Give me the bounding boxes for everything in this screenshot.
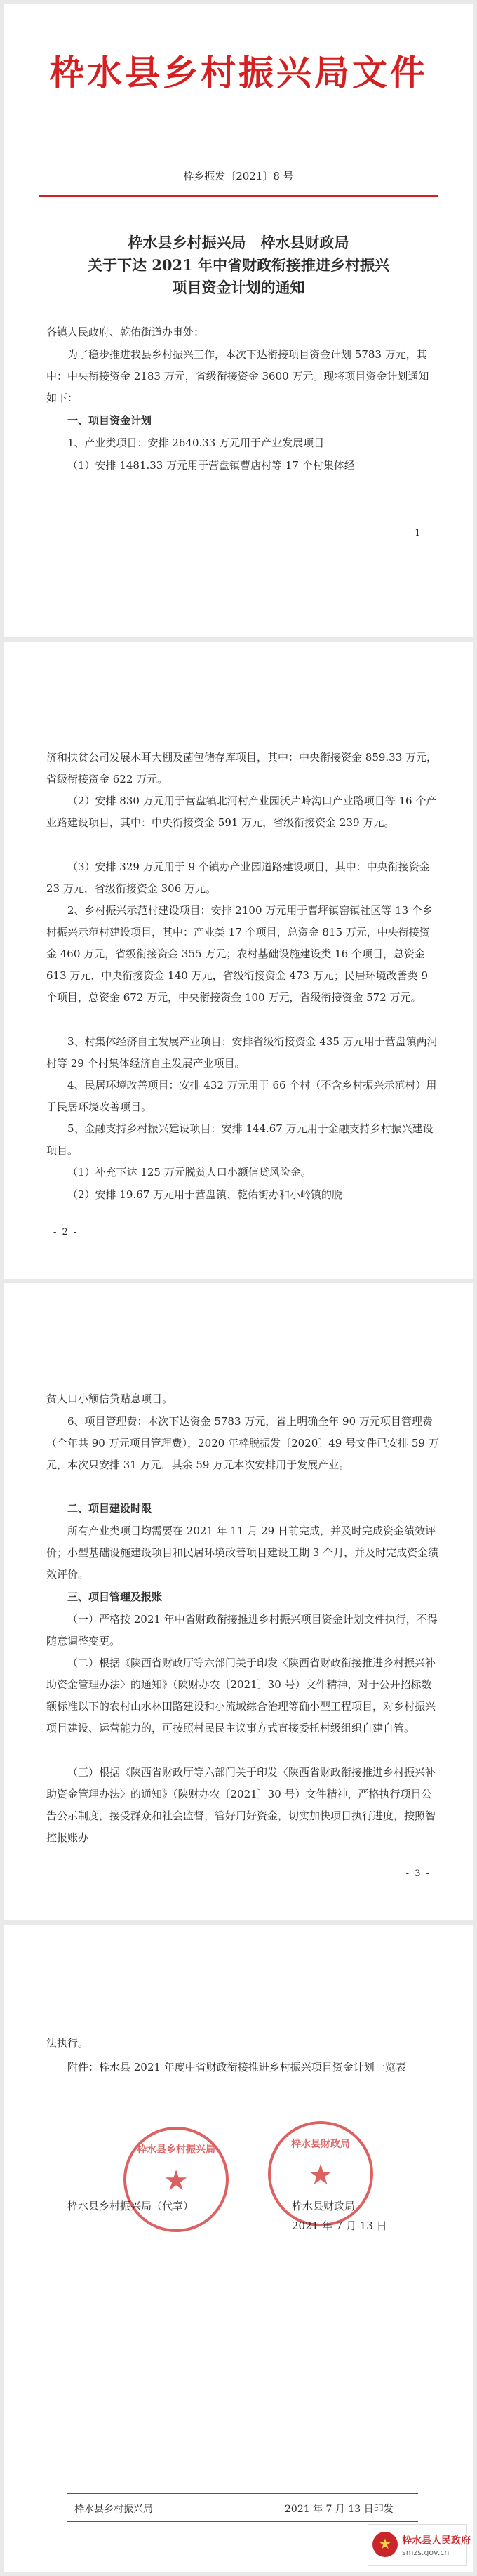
document-page-3 — [4, 1283, 473, 1920]
footer-issuer: 枠水县乡村振兴局 — [74, 2504, 153, 2515]
paragraph: 4、民居环境改善项目：安排 432 万元用于 66 个村（不含乡村振兴示范村）用于民居环境改善项目。 — [46, 1079, 437, 1113]
footer-divider — [67, 2521, 418, 2522]
paragraph: （1）补充下达 125 万元脱贫人口小额信贷风险金。 — [67, 1166, 311, 1179]
attachment-note: 附件：枠水县 2021 年度中省财政衔接推进乡村振兴项目资金计划一览表 — [67, 2061, 406, 2073]
sign-date: 2021 年 7 月 13 日 — [292, 2219, 387, 2232]
document-page-1 — [4, 4, 473, 637]
paragraph: 济和扶贫公司发展木耳大棚及菌包储存库项目，其中：中央衔接资金 859.33 万元，省级衔接资金 622 万元。 — [46, 751, 438, 785]
government-emblem-icon — [372, 2532, 398, 2557]
salutation: 各镇人民政府、乾佑街道办事处： — [46, 326, 205, 338]
page-number: - 2 - — [53, 1227, 79, 1237]
paragraph: （3）安排 329 万元用于 9 个镇办产业园道路建设项目，其中：中央衔接资金 23 万元，省级衔接资金 306 万元。 — [46, 861, 430, 895]
paragraph: 5、金融支持乡村振兴建设项目：安排 144.67 万元用于金融支持乡村振兴建设项目。 — [46, 1122, 434, 1157]
paragraph: （2）安排 19.67 万元用于营盘镇、乾佑街办和小岭镇的脱 — [67, 1188, 343, 1201]
paragraph: 6、项目管理费：本次下达资金 5783 万元，省上明确全年 90 万元项目管理费（全年共 90 万元项目管理费），2020 年枠脱振发〔2020〕49 号文件已安排 59 万元，本次只安排 31 万元，其余 59 万元本次安排用于发展产业。 — [46, 1415, 439, 1471]
document-page-2 — [4, 642, 473, 1279]
signer-left: 枠水县乡村振兴局（代章） — [67, 2200, 194, 2212]
document-page-4 — [4, 1925, 473, 2572]
notice-title-line-3: 项目资金计划的通知 — [172, 279, 305, 296]
paragraph: 法执行。 — [46, 2037, 89, 2050]
section-heading: 一、项目资金计划 — [67, 414, 152, 427]
document-header-title: 枠水县乡村振兴局文件 — [49, 53, 428, 93]
section-heading: 二、项目建设时限 — [67, 1502, 152, 1515]
signer-right: 枠水县财政局 — [292, 2200, 356, 2212]
paragraph: （1）安排 1481.33 万元用于营盘镇曹店村等 17 个村集体经 — [67, 459, 355, 472]
star-icon: ★ — [163, 2165, 189, 2197]
section-heading: 三、项目管理及报账 — [67, 1591, 163, 1603]
notice-title-line-2: 关于下达 2021 年中省财政衔接推进乡村振兴 — [87, 256, 390, 274]
star-icon: ★ — [308, 2159, 333, 2191]
notice-title-line-1: 枠水县乡村振兴局 枠水县财政局 — [128, 234, 349, 251]
footer-date: 2021 年 7 月 13 日印发 — [285, 2504, 394, 2515]
paragraph: 1、产业类项目：安排 2640.33 万元用于产业发展项目 — [67, 437, 325, 449]
seal-text: 枠水县财政局 — [291, 2139, 350, 2150]
page-number: - 3 - — [405, 1868, 431, 1879]
paragraph: （二）根据《陕西省财政厅等六部门关于印发〈陕西省财政衔接推进乡村振兴补助资金管理办法〉的通知》（陕财办农〔2021〕30 号）文件精神，对于公开招标数额标准以下的农村山水林田路建设和小流域综合治理等确小型工程项目，对乡村振兴项目建设、运营能力的，可按照村民民主议事方式直接委托村级组织自建自管。 — [46, 1657, 436, 1734]
red-divider — [39, 195, 438, 197]
paragraph: （一）严格按 2021 年中省财政衔接推进乡村振兴项目资金计划文件执行，不得随意调整变更。 — [46, 1613, 438, 1647]
paragraph: （2）安排 830 万元用于营盘镇北河村产业园沃片岭沟口产业路项目等 16 个产业路建设项目，其中：中央衔接资金 591 万元，省级衔接资金 239 万元。 — [46, 795, 437, 829]
paragraph: 所有产业类项目均需要在 2021 年 11 月 29 日前完成，并及时完成资金绩效评价；小型基础设施建设项目和民居环境改善项目建设工期 3 个月，并及时完成资金绩效评价。 — [46, 1525, 439, 1581]
paragraph: 贫人口小额信贷贴息项目。 — [46, 1393, 173, 1405]
badge-url: smzs.gov.cn — [402, 2548, 450, 2557]
paragraph: 2、乡村振兴示范村建设项目：安排 2100 万元用于曹坪镇窑镇社区等 13 个乡村振兴示范村建设项目，其中：产业类 17 个项目，总资金 815 万元，中央衔接资金 460 万元，省级衔接资金 355 万元；农村基础设施建设类 16 个项目，总资金 613 万元，中央衔接资金 140 万元，省级衔接资金 473 万元；民居环境改善类 9 个项目，总资金 672 万元，中央衔接资金 100 万元，省级衔接资金 572 万元。 — [46, 904, 433, 1004]
paragraph: （三）根据《陕西省财政厅等六部门关于印发〈陕西省财政衔接推进乡村振兴补助资金管理办法〉的通知》（陕财办农〔2021〕30 号）文件精神，严格执行项目公告公示制度，接受群众和社会监督，管好用好资金，切实加快项目执行进度，按照智控报账办 — [46, 1766, 436, 1844]
footer-divider — [67, 2493, 418, 2494]
official-seal-left — [123, 2127, 229, 2232]
page-number: - 1 - — [405, 528, 431, 538]
gov-badge[interactable] — [368, 2524, 471, 2566]
paragraph: 3、村集体经济自主发展产业项目：安排省级衔接资金 435 万元用于营盘镇两河村等 29 个村集体经济自主发展产业项目。 — [46, 1035, 438, 1070]
document-number: 枠乡振发〔2021〕8 号 — [183, 170, 294, 182]
badge-name: 枠水县人民政府 — [402, 2535, 471, 2547]
intro-paragraph: 为了稳步推进我县乡村振兴工作，本次下达衔接项目资金计划 5783 万元，其中：中央衔接资金 2183 万元，省级衔接资金 3600 万元。现将项目资金计划通知如下： — [46, 348, 429, 404]
seal-text: 枠水县乡村振兴局 — [137, 2144, 215, 2156]
